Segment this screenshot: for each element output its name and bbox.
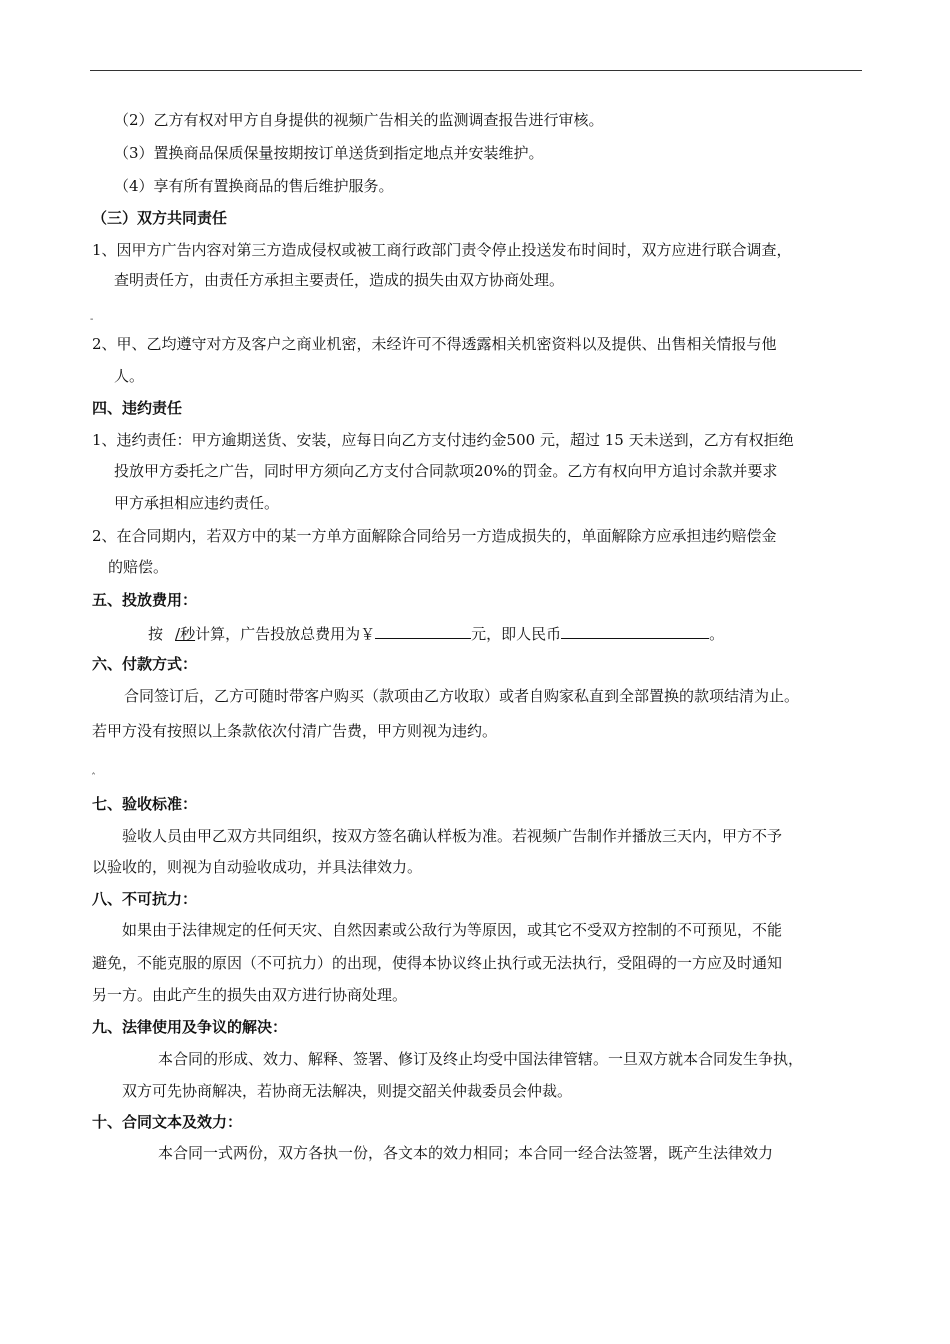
section-6-title: 六、付款方式：: [92, 655, 198, 673]
fee-line: [148, 622, 724, 644]
fee-rmb-blank[interactable]: [561, 622, 709, 639]
section-3-p2-line2: 人。: [114, 367, 145, 385]
section-4-p1-line3: 甲方承担相应违约责任。: [114, 494, 280, 512]
section-7-line1: 验收人员由甲乙双方共同组织，按双方签名确认样板为准。若视频广告制作并播放三天内，甲方不予: [122, 827, 783, 845]
section-8-line3: 另一方。由此产生的损失由双方进行协商处理。: [92, 986, 408, 1004]
fee-pre: 按: [148, 625, 164, 643]
section-10-title: 十、合同文本及效力：: [92, 1113, 243, 1131]
section-8-line2: 避免，不能克服的原因（不可抗力）的出现，使得本协议终止执行或无法执行，受阻碍的一方应及时通知: [92, 954, 783, 972]
section-5-title: 五、投放费用：: [92, 591, 198, 609]
section-7-line2: 以验收的，则视为自动验收成功，并具法律效力。: [92, 858, 423, 876]
section-4-title: 四、违约责任: [92, 399, 183, 417]
stray-mark: -: [90, 314, 94, 325]
fee-mid: 计算，广告投放总费用为￥: [195, 625, 376, 643]
fee-amount-blank[interactable]: [375, 622, 471, 639]
section-9-line1: 本合同的形成、效力、解释、签署、修订及终止均受中国法律管辖。一旦双方就本合同发生争执，: [158, 1050, 804, 1068]
fee-end: 。: [709, 625, 725, 643]
section-6-line1: 合同签订后，乙方可随时带客户购买（款项由乙方收取）或者自购家私直到全部置换的款项结清为止。: [124, 687, 800, 705]
section-4-p1-line2: 投放甲方委托之广告，同时甲方须向乙方支付合同款项20%的罚金。乙方有权向甲方追讨余款并要求: [114, 462, 778, 480]
section-4-p2-line1: 2、在合同期内，若双方中的某一方单方面解除合同给另一方造成损失的，单面解除方应承担违约赔偿金: [92, 527, 777, 545]
fee-unit: /秒: [175, 625, 196, 643]
fee-mid2: 元，即人民币: [471, 625, 562, 643]
section-3-p1-line2: 查明责任方，由责任方承担主要责任，造成的损失由双方协商处理。: [114, 271, 565, 289]
section-10-line1: 本合同一式两份，双方各执一份，各文本的效力相同；本合同一经合法签署，既产生法律效力: [158, 1144, 774, 1162]
item-4: （4）享有所有置换商品的售后维护服务。: [114, 177, 394, 195]
section-3-p1-line1: 1、因甲方广告内容对第三方造成侵权或被工商行政部门责令停止投送发布时间时，双方应进行联合调查，: [92, 241, 792, 259]
stray-caret: ˆ: [91, 773, 96, 784]
section-3-title: （三）双方共同责任: [92, 209, 228, 227]
section-3-p2-line1: 2、甲、乙均遵守对方及客户之商业机密，未经许可不得透露相关机密资料以及提供、出售相关情报与他: [92, 335, 777, 353]
section-7-title: 七、验收标准：: [92, 795, 198, 813]
section-8-line1: 如果由于法律规定的任何天灾、自然因素或公敌行为等原因，或其它不受双方控制的不可预见，不能: [122, 921, 783, 939]
section-9-line2: 双方可先协商解决，若协商无法解决，则提交韶关仲裁委员会仲裁。: [122, 1082, 573, 1100]
section-6-line2: 若甲方没有按照以上条款依次付清广告费，甲方则视为违约。: [92, 722, 498, 740]
section-4-p1-line1: 1、违约责任：甲方逾期送货、安装，应每日向乙方支付违约金500 元，超过 15 天未送到，乙方有权拒绝: [92, 431, 794, 449]
section-8-title: 八、不可抗力：: [92, 890, 198, 908]
header-rule: [90, 70, 862, 71]
item-2: （2）乙方有权对甲方自身提供的视频广告相关的监测调查报告进行审核。: [114, 111, 604, 129]
section-9-title: 九、法律使用及争议的解决：: [92, 1018, 288, 1036]
item-3: （3）置换商品保质保量按期按订单送货到指定地点并安装维护。: [114, 144, 544, 162]
section-4-p2-line2: 的赔偿。: [108, 558, 169, 576]
